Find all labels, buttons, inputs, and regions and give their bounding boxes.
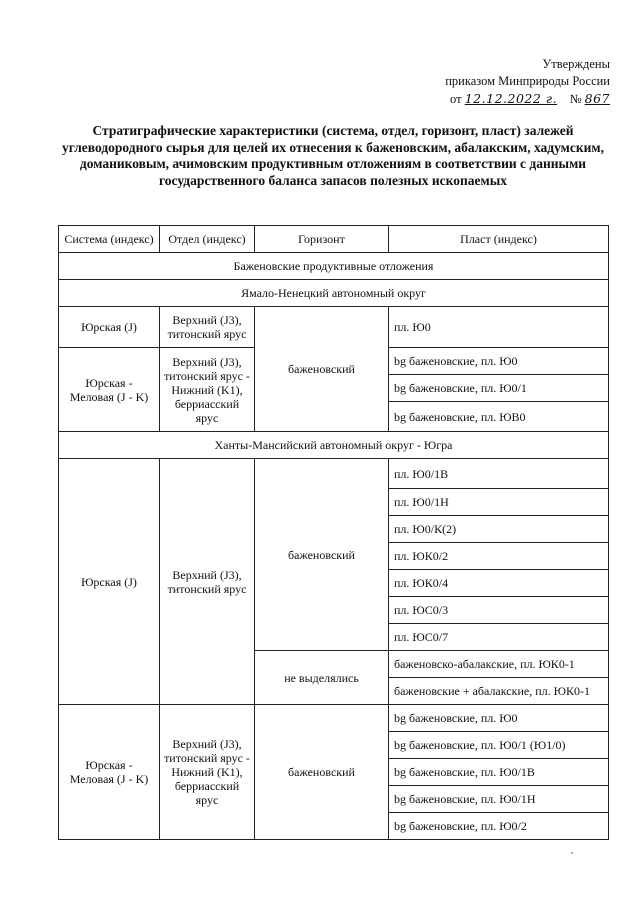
plast-cell: bg баженовские, пл. Ю0/1В bbox=[389, 759, 609, 786]
header-series: Отдел (индекс) bbox=[160, 226, 255, 253]
section-row bbox=[59, 253, 609, 280]
region-row bbox=[59, 432, 609, 459]
plast-cell: bg баженовские, пл. Ю0/1Н bbox=[389, 786, 609, 813]
number-prefix: № bbox=[569, 92, 582, 106]
plast-cell: пл. ЮС0/3 bbox=[389, 597, 609, 624]
plast-cell: bg баженовские, пл. Ю0/1 (Ю1/0) bbox=[389, 732, 609, 759]
series-cell: Верхний (J3), титонский ярус bbox=[160, 459, 255, 705]
plast-cell: bg баженовские, пл. Ю0/1 bbox=[389, 375, 609, 402]
plast-cell: пл. Ю0/1В bbox=[389, 459, 609, 489]
plast-cell: bg баженовские, пл. ЮВ0 bbox=[389, 402, 609, 432]
horizon-cell: баженовский bbox=[255, 459, 389, 651]
horizon-cell: не выделялись bbox=[255, 651, 389, 705]
header-system: Система (индекс) bbox=[59, 226, 160, 253]
plast-cell: баженовско-абалакские, пл. ЮК0-1 bbox=[389, 651, 609, 678]
plast-cell: пл. Ю0/К(2) bbox=[389, 516, 609, 543]
stratigraphy-table bbox=[58, 225, 609, 840]
plast-cell: пл. ЮК0/2 bbox=[389, 543, 609, 570]
series-cell: Верхний (J3), титонский ярус bbox=[160, 307, 255, 348]
header-horizon: Горизонт bbox=[255, 226, 389, 253]
system-cell: Юрская - Меловая (J - K) bbox=[59, 705, 160, 840]
plast-cell: bg баженовские, пл. Ю0/2 bbox=[389, 813, 609, 840]
document-title: Стратиграфические характеристики (система, отдел, горизонт, пласт) залежей углеводородного сырья для целей их отнесения к баженовским, абалакским, хадумским, доманиковым, ачимовским продуктивным отложениям в соответствии с данными государственного баланса запасов полезных ископаемых bbox=[62, 123, 604, 188]
header-plast: Пласт (индекс) bbox=[389, 226, 609, 253]
region-row bbox=[59, 280, 609, 307]
horizon-cell: баженовский bbox=[255, 307, 389, 432]
scan-speck bbox=[571, 852, 573, 854]
date-prefix: от bbox=[450, 92, 462, 106]
table-header-row bbox=[59, 226, 609, 253]
region-yamal: Ямало-Ненецкий автономный округ bbox=[59, 280, 609, 307]
approval-stamp bbox=[390, 56, 610, 108]
region-khmao: Ханты-Мансийский автономный округ - Югра bbox=[59, 432, 609, 459]
system-cell: Юрская - Меловая (J - K) bbox=[59, 348, 160, 432]
plast-cell: bg баженовские, пл. Ю0 bbox=[389, 348, 609, 375]
plast-cell: пл. Ю0/1Н bbox=[389, 489, 609, 516]
plast-cell: bg баженовские, пл. Ю0 bbox=[389, 705, 609, 732]
table-row bbox=[59, 705, 609, 732]
plast-cell: баженовские + абалакские, пл. ЮК0-1 bbox=[389, 678, 609, 705]
series-cell: Верхний (J3), титонский ярус - Нижний (K1), берриасский ярус bbox=[160, 348, 255, 432]
plast-cell: пл. ЮС0/7 bbox=[389, 624, 609, 651]
table-row bbox=[59, 459, 609, 489]
approval-line-approved: Утверждены bbox=[542, 57, 610, 71]
plast-cell: пл. Ю0 bbox=[389, 307, 609, 348]
approval-line-order: приказом Минприроды России bbox=[445, 74, 610, 88]
system-cell: Юрская (J) bbox=[59, 459, 160, 705]
system-cell: Юрская (J) bbox=[59, 307, 160, 348]
handwritten-date: 12.12.2022 г. bbox=[464, 91, 558, 106]
table-row bbox=[59, 307, 609, 348]
series-cell: Верхний (J3), титонский ярус - Нижний (K1), берриасский ярус bbox=[160, 705, 255, 840]
plast-cell: пл. ЮК0/4 bbox=[389, 570, 609, 597]
horizon-cell: баженовский bbox=[255, 705, 389, 840]
handwritten-number: 867 bbox=[584, 91, 610, 106]
approval-line-date bbox=[390, 90, 610, 108]
section-title: Баженовские продуктивные отложения bbox=[59, 253, 609, 280]
